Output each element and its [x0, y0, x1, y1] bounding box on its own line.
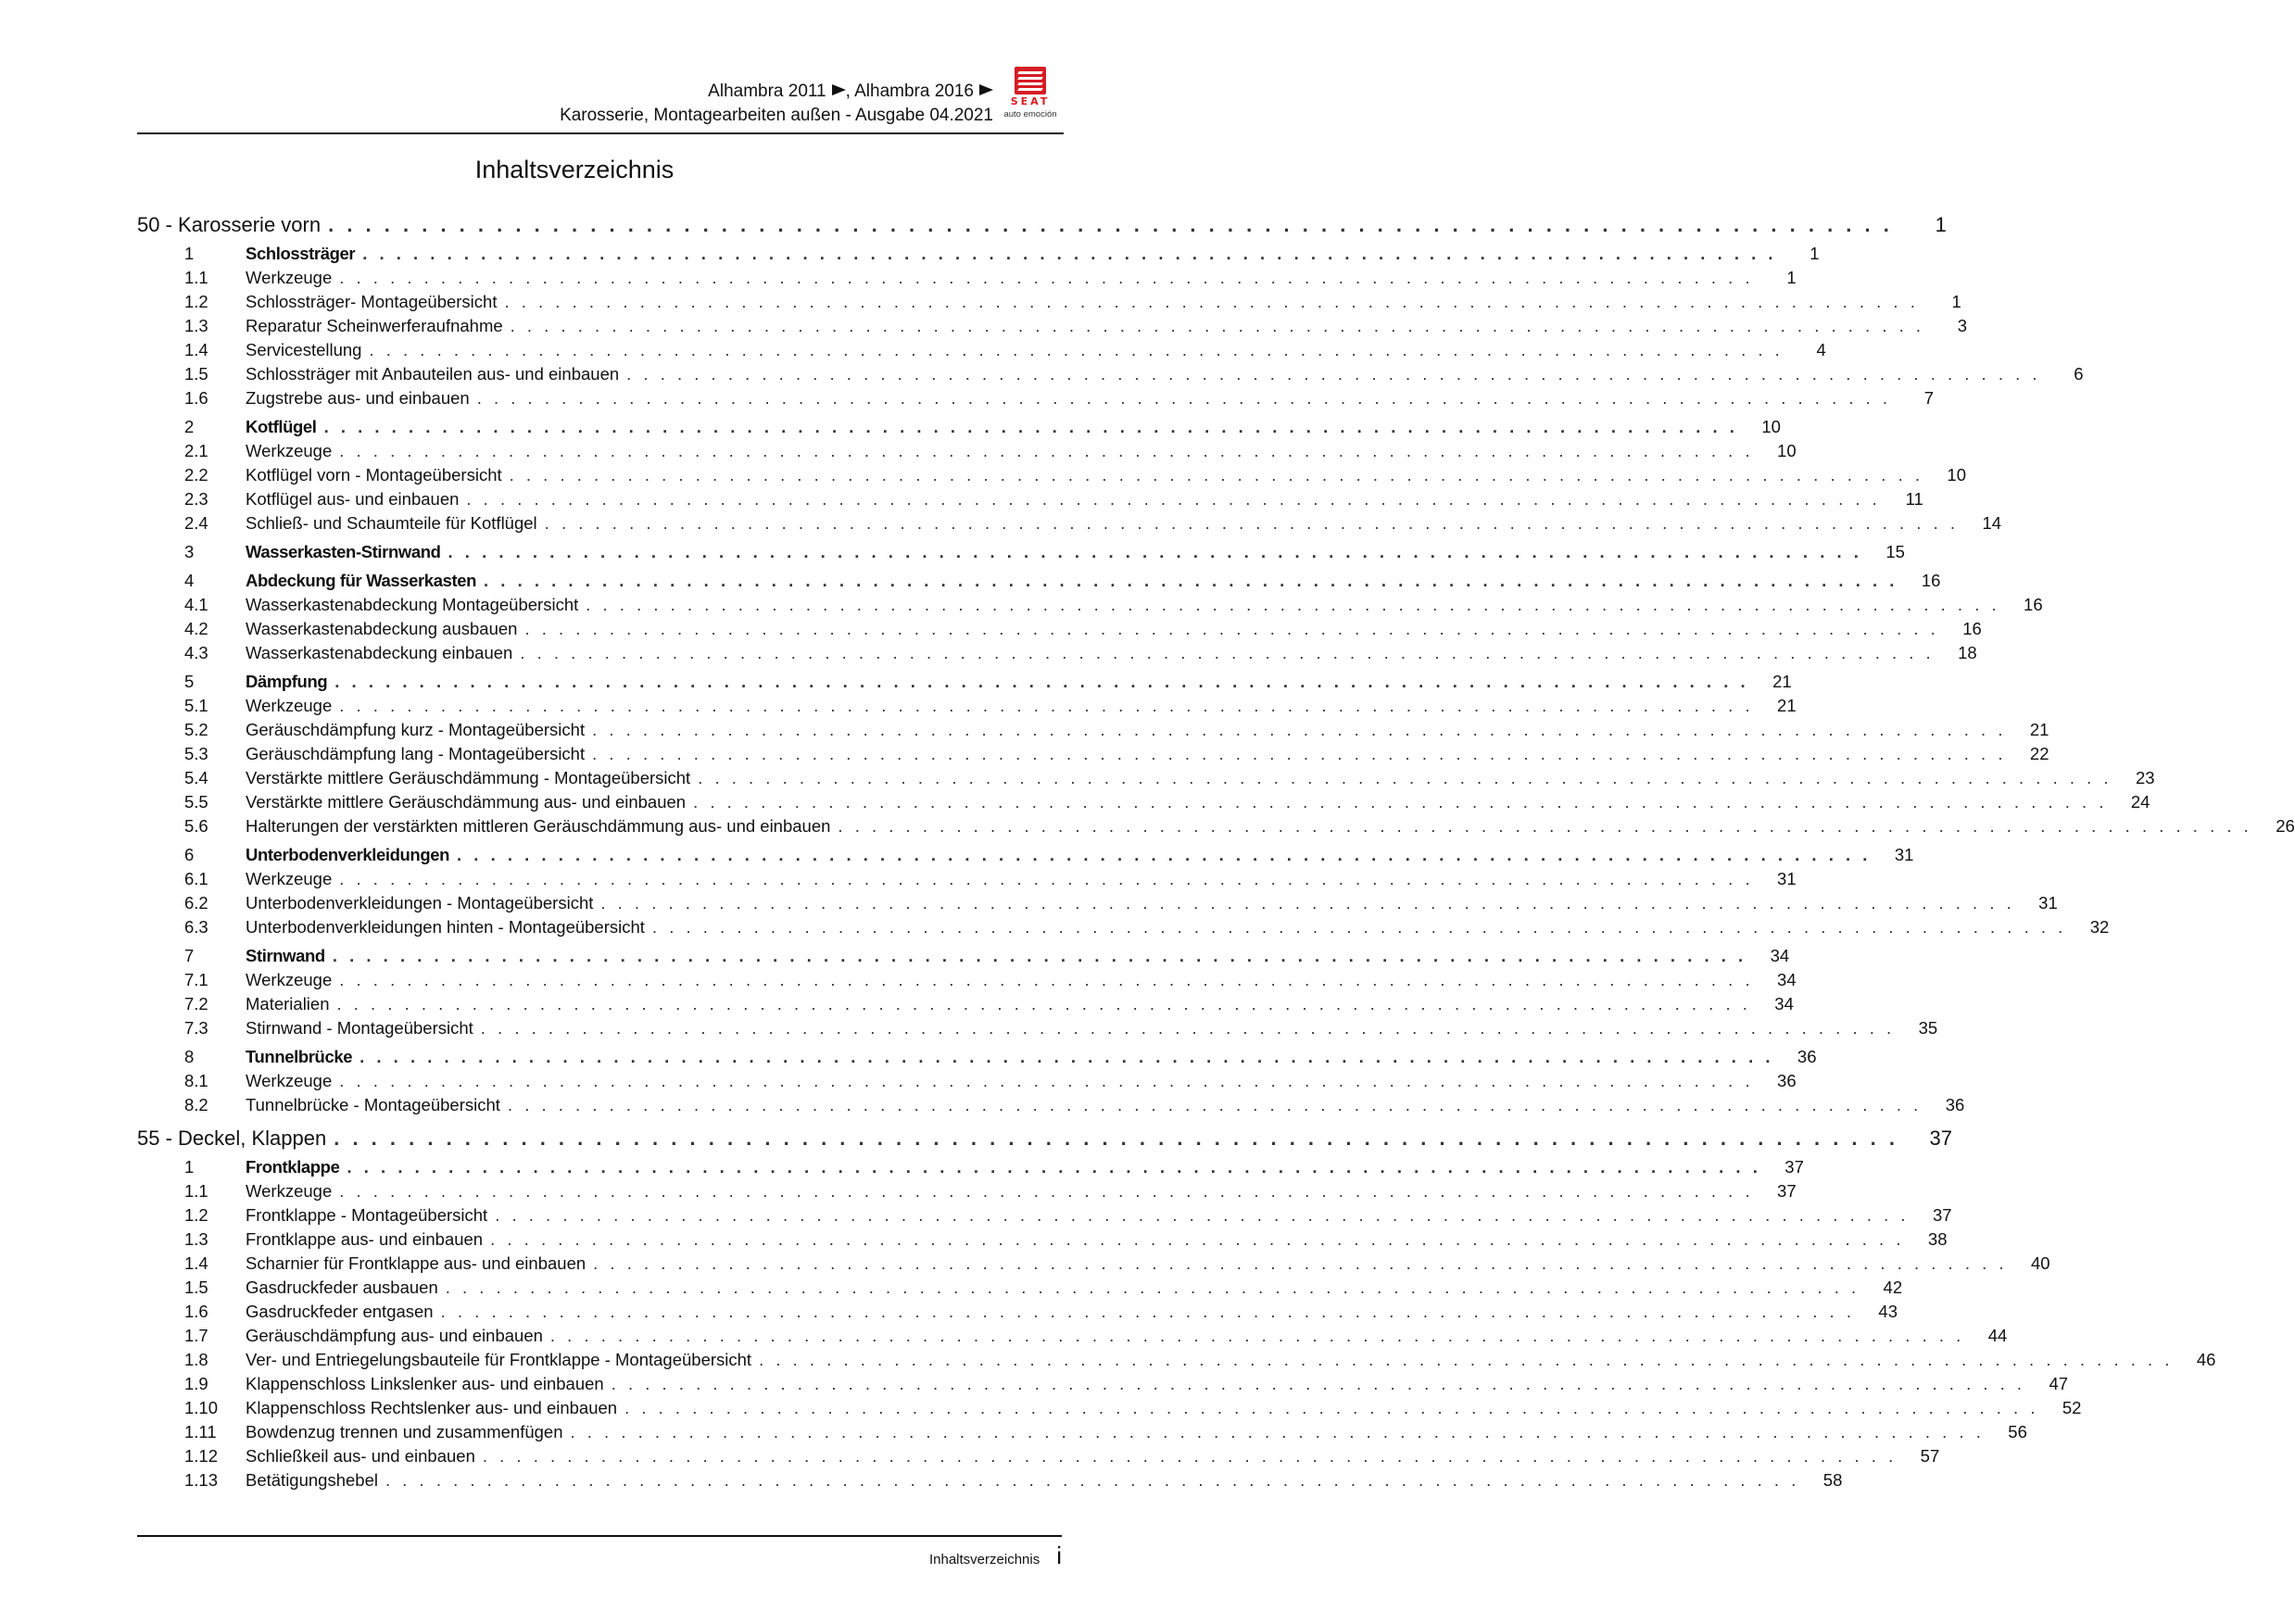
- toc-entry[interactable]: [137, 1374, 2069, 1398]
- toc-entry-number: 3: [184, 542, 195, 561]
- toc-entry-label: Stirnwand - Montageübersicht: [246, 1018, 473, 1038]
- dot-leader: . . . . . . . . . . . . . . . . . . . . . . . . . . . . . . . . . . . . . . . . . . . . . . . . . . . . . . . . . . . . . . . . . . . . . . . . . . . . . . . . . . . .: [759, 1350, 2174, 1369]
- toc-entry-number: 2.3: [184, 489, 208, 509]
- toc-chapter-title: 55 - Deckel, Klappen: [137, 1127, 327, 1150]
- toc-entry-label: Reparatur Scheinwerferaufnahme: [246, 316, 503, 335]
- dot-leader: . . . . . . . . . . . . . . . . . . . . . . . . . . . . . . . . . . . . . . . . . . . . . . . . . . . . . . . . . . . . . . . . . . . . . . . . . . . . . . . . . . . .: [334, 1127, 1898, 1150]
- footer-divider: [137, 1535, 1062, 1537]
- dot-leader: . . . . . . . . . . . . . . . . . . . . . . . . . . . . . . . . . . . . . . . . . . . . . . . . . . . . . . . . . . . . . . . . . . . . . . . . . . . . . . . . . . . .: [476, 388, 1892, 408]
- toc-entry-number: 6: [184, 845, 195, 864]
- toc-entry-label: Wasserkastenabdeckung einbauen: [246, 643, 513, 662]
- toc-entry-label: Unterbodenverkleidungen: [246, 845, 450, 864]
- toc-entry[interactable]: [137, 364, 2084, 388]
- toc-entry[interactable]: [137, 1071, 1797, 1095]
- toc-entry-number: 4.2: [184, 619, 208, 638]
- dot-leader: . . . . . . . . . . . . . . . . . . . . . . . . . . . . . . . . . . . . . . . . . . . . . . . . . . . . . . . . . . . . . . . . . . . . . . . . . . . . . . . . . . . .: [600, 893, 2015, 913]
- toc-entry-page: 7: [1923, 388, 1935, 408]
- toc-entry-label: Klappenschloss Linkslenker aus- und einbauen: [246, 1374, 604, 1393]
- toc-entry[interactable]: [137, 1422, 2027, 1446]
- dot-leader: . . . . . . . . . . . . . . . . . . . . . . . . . . . . . . . . . . . . . . . . . . . . . . . . . . . . . . . . . . . . . . . . . . . . . . . . . . . . . . . . . . . .: [593, 1253, 2008, 1273]
- toc-entry-number: 1.1: [184, 268, 208, 287]
- dot-leader: . . . . . . . . . . . . . . . . . . . . . . . . . . . . . . . . . . . . . . . . . . . . . . . . . . . . . . . . . . . . . . . . . . . . . . . . . . . . . . . . . . . .: [611, 1374, 2026, 1393]
- toc-section-entry[interactable]: [137, 840, 1914, 869]
- dot-leader: . . . . . . . . . . . . . . . . . . . . . . . . . . . . . . . . . . . . . . . . . . . . . . . . . . . . . . . . . . . . . . . . . . . . . . . . . . . . . . . . . . . .: [369, 340, 1784, 359]
- toc-entry-page: 15: [1885, 542, 1905, 561]
- toc-entry-number: 5.6: [184, 816, 208, 836]
- toc-entry-number: 2.1: [184, 441, 208, 460]
- toc-entry-page: 26: [2276, 816, 2295, 836]
- toc-section-entry[interactable]: [137, 243, 1820, 268]
- dot-leader: . . . . . . . . . . . . . . . . . . . . . . . . . . . . . . . . . . . . . . . . . . . . . . . . . . . . . . . . . . . . . . . . . . . . . . . . . . . . . . . . . . . .: [651, 917, 2067, 937]
- toc-entry[interactable]: [137, 441, 1797, 465]
- toc-entry-page: 44: [1987, 1326, 2008, 1345]
- toc-chapter[interactable]: [137, 213, 1947, 243]
- toc-entry-number: 1.6: [184, 388, 208, 408]
- toc-entry-page: 57: [1920, 1446, 1940, 1466]
- toc-chapter-page: 1: [1935, 213, 1947, 236]
- toc-entry[interactable]: [137, 1350, 2216, 1374]
- toc-entry-page: 10: [1761, 417, 1781, 436]
- toc-entry[interactable]: [137, 917, 2110, 941]
- toc-entry-number: 8: [184, 1047, 195, 1066]
- toc-entry-number: 7.2: [184, 994, 208, 1013]
- toc-entry-number: 1.10: [184, 1398, 219, 1417]
- toc-entry-label: Klappenschloss Rechtslenker aus- und einbauen: [246, 1398, 618, 1417]
- toc-entry-number: 6.1: [184, 869, 208, 888]
- toc-entry-label: Stirnwand: [246, 946, 325, 965]
- toc-entry[interactable]: [137, 1470, 1843, 1494]
- dot-leader: . . . . . . . . . . . . . . . . . . . . . . . . . . . . . . . . . . . . . . . . . . . . . . . . . . . . . . . . . . . . . . . . . . . . . . . . . . . . . . . . . . . .: [448, 542, 1862, 561]
- footer-page-number: i: [1056, 1542, 1062, 1569]
- toc-entry-number: 7.3: [184, 1018, 208, 1038]
- toc-entry-page: 1: [1786, 268, 1797, 287]
- toc-entry-label: Geräuschdämpfung kurz - Montageübersicht: [246, 720, 586, 739]
- toc-entry-label: Werkzeuge: [246, 696, 333, 715]
- dot-leader: . . . . . . . . . . . . . . . . . . . . . . . . . . . . . . . . . . . . . . . . . . . . . . . . . . . . . . . . . . . . . . . . . . . . . . . . . . . . . . . . . . . .: [457, 845, 1872, 864]
- toc-entry[interactable]: [137, 513, 2002, 537]
- toc-entry-number: 1: [184, 244, 195, 263]
- toc-entry-label: Schlossträger mit Anbauteilen aus- und einbauen: [246, 364, 620, 384]
- dot-leader: . . . . . . . . . . . . . . . . . . . . . . . . . . . . . . . . . . . . . . . . . . . . . . . . . . . . . . . . . . . . . . . . . . . . . . . . . . . . . . . . . . . .: [626, 364, 2041, 384]
- toc-entry-number: 5: [184, 672, 195, 691]
- toc-entry[interactable]: [137, 1095, 1965, 1119]
- header-model-2: , Alhambra 2016: [845, 82, 974, 101]
- toc-entry-page: 37: [1784, 1157, 1804, 1177]
- toc-entry-number: 1.6: [184, 1302, 208, 1321]
- toc-entry[interactable]: [137, 744, 2049, 768]
- toc-entry-page: 34: [1777, 970, 1797, 989]
- toc-entry[interactable]: [137, 1205, 1952, 1229]
- dot-leader: . . . . . . . . . . . . . . . . . . . . . . . . . . . . . . . . . . . . . . . . . . . . . . . . . . . . . . . . . . . . . . . . . . . . . . . . . . . . . . . . . . . .: [504, 292, 1919, 311]
- toc-entry-page: 24: [2130, 792, 2150, 812]
- toc-entry-number: 1.3: [184, 316, 208, 335]
- toc-entry-number: 5.3: [184, 744, 208, 763]
- toc-chapter[interactable]: [137, 1119, 1952, 1156]
- toc-entry-page: 23: [2135, 768, 2155, 787]
- toc-entry-page: 43: [1878, 1302, 1898, 1321]
- toc-entry-label: Wasserkasten-Stirnwand: [246, 542, 441, 561]
- toc-entry-number: 5.4: [184, 768, 208, 787]
- dot-leader: . . . . . . . . . . . . . . . . . . . . . . . . . . . . . . . . . . . . . . . . . . . . . . . . . . . . . . . . . . . . . . . . . . . . . . . . . . . . . . . . . . . .: [347, 1157, 1761, 1177]
- toc-entry-number: 2.4: [184, 513, 208, 533]
- toc-entry[interactable]: [137, 1181, 1797, 1205]
- dot-leader: . . . . . . . . . . . . . . . . . . . . . . . . . . . . . . . . . . . . . . . . . . . . . . . . . . . . . . . . . . . . . . . . . . . . . . . . . . . . . . . . . . . .: [838, 816, 2252, 836]
- seat-logo: [997, 67, 1064, 122]
- toc-entry-page: 38: [1927, 1229, 1948, 1249]
- toc-entry-number: 1.4: [184, 1253, 208, 1273]
- toc-entry-page: 58: [1822, 1470, 1843, 1490]
- toc-entry-page: 11: [1905, 489, 1923, 509]
- footer-label: Inhaltsverzeichnis: [928, 1552, 1040, 1567]
- toc-entry-number: 8.2: [184, 1095, 208, 1114]
- toc-entry-label: Verstärkte mittlere Geräuschdämmung - Montageübersicht: [246, 768, 691, 787]
- toc-entry[interactable]: [137, 595, 2043, 619]
- toc-entry-label: Ver- und Entriegelungsbauteile für Frontklappe - Montageübersicht: [246, 1350, 752, 1369]
- dot-leader: . . . . . . . . . . . . . . . . . . . . . . . . . . . . . . . . . . . . . . . . . . . . . . . . . . . . . . . . . . . . . . . . . . . . . . . . . . . . . . . . . . . .: [570, 1422, 1985, 1441]
- dot-leader: . . . . . . . . . . . . . . . . . . . . . . . . . . . . . . . . . . . . . . . . . . . . . . . . . . . . . . . . . . . . . . . . . . . . . . . . . . . . . . . . . . . .: [507, 1095, 1923, 1114]
- toc-entry-number: 1.4: [184, 340, 208, 359]
- toc-entry[interactable]: [137, 1018, 1938, 1042]
- toc-entry-page: 36: [1797, 1047, 1817, 1066]
- dot-leader: . . . . . . . . . . . . . . . . . . . . . . . . . . . . . . . . . . . . . . . . . . . . . . . . . . . . . . . . . . . . . . . . . . . . . . . . . . . . . . . . . . . .: [490, 1229, 1905, 1249]
- toc-entry-page: 1: [1810, 244, 1820, 263]
- header-vehicle-line: [560, 80, 993, 104]
- logo-tagline: auto emoción: [1003, 109, 1057, 120]
- toc-entry-number: 2: [184, 417, 195, 436]
- toc-entry-page: 18: [1958, 643, 1977, 662]
- toc-entry-page: 42: [1883, 1278, 1903, 1297]
- right-arrow-icon: [979, 84, 993, 95]
- toc-entry-page: 16: [1921, 571, 1941, 590]
- dot-leader: . . . . . . . . . . . . . . . . . . . . . . . . . . . . . . . . . . . . . . . . . . . . . . . . . . . . . . . . . . . . . . . . . . . . . . . . . . . . . . . . . . . .: [336, 994, 1751, 1013]
- toc-entry[interactable]: [137, 388, 1935, 412]
- toc-entry-page: 52: [2062, 1398, 2082, 1417]
- toc-entry-number: 1.5: [184, 364, 208, 384]
- toc-entry-number: 1.12: [184, 1446, 219, 1466]
- toc-entry-number: 1.7: [184, 1326, 208, 1345]
- toc-entry-page: 22: [2029, 744, 2049, 763]
- toc-entry[interactable]: [137, 1398, 2082, 1422]
- toc-entry[interactable]: [137, 994, 1794, 1018]
- dot-leader: . . . . . . . . . . . . . . . . . . . . . . . . . . . . . . . . . . . . . . . . . . . . . . . . . . . . . . . . . . . . . . . . . . . . . . . . . . . . . . . . . . . .: [484, 571, 1898, 590]
- dot-leader: . . . . . . . . . . . . . . . . . . . . . . . . . . . . . . . . . . . . . . . . . . . . . . . . . . . . . . . . . . . . . . . . . . . . . . . . . . . . . . . . . . . .: [524, 619, 1939, 638]
- toc-entry[interactable]: [137, 465, 1966, 489]
- toc-entry-label: Schließkeil aus- und einbauen: [246, 1446, 475, 1466]
- toc-entry-number: 8.1: [184, 1071, 208, 1090]
- page-footer: [929, 1542, 1062, 1570]
- toc-entry[interactable]: [137, 489, 1923, 513]
- toc-entry-label: Dämpfung: [246, 672, 328, 691]
- toc-entry-label: Gasdruckfeder ausbauen: [246, 1278, 438, 1297]
- dot-leader: . . . . . . . . . . . . . . . . . . . . . . . . . . . . . . . . . . . . . . . . . . . . . . . . . . . . . . . . . . . . . . . . . . . . . . . . . . . . . . . . . . . .: [328, 213, 1893, 236]
- toc-entry[interactable]: [137, 1229, 1948, 1253]
- logo-wordmark: SEAT: [1010, 95, 1051, 107]
- toc-entry-number: 5.5: [184, 792, 208, 812]
- toc-entry[interactable]: [137, 1253, 2050, 1278]
- toc-entry-number: 1.1: [184, 1181, 208, 1201]
- toc-entry-page: 10: [1947, 465, 1966, 485]
- toc-entry-label: Verstärkte mittlere Geräuschdämmung aus- und einbauen: [246, 792, 687, 812]
- toc-entry[interactable]: [137, 619, 1982, 643]
- toc-entry-page: 34: [1774, 994, 1794, 1013]
- toc-entry-label: Zugstrebe aus- und einbauen: [246, 388, 470, 408]
- dot-leader: . . . . . . . . . . . . . . . . . . . . . . . . . . . . . . . . . . . . . . . . . . . . . . . . . . . . . . . . . . . . . . . . . . . . . . . . . . . . . . . . . . . .: [466, 489, 1881, 509]
- seat-logo-icon: [1015, 67, 1046, 94]
- toc-entry[interactable]: [137, 316, 1968, 340]
- toc-entry[interactable]: [137, 792, 2150, 816]
- toc-section-entry[interactable]: [137, 566, 1941, 595]
- dot-leader: . . . . . . . . . . . . . . . . . . . . . . . . . . . . . . . . . . . . . . . . . . . . . . . . . . . . . . . . . . . . . . . . . . . . . . . . . . . . . . . . . . . .: [440, 1302, 1855, 1321]
- toc-entry-page: 16: [1962, 619, 1982, 638]
- toc-entry-page: 1: [1951, 292, 1961, 311]
- toc-entry[interactable]: [137, 340, 1826, 364]
- toc-section-entry[interactable]: [137, 667, 1792, 696]
- right-arrow-icon: [832, 84, 846, 95]
- toc-entry-label: Scharnier für Frontklappe aus- und einbauen: [246, 1253, 586, 1273]
- toc-entry-number: 7.1: [184, 970, 208, 989]
- toc-entry-page: 21: [2029, 720, 2049, 739]
- dot-leader: . . . . . . . . . . . . . . . . . . . . . . . . . . . . . . . . . . . . . . . . . . . . . . . . . . . . . . . . . . . . . . . . . . . . . . . . . . . . . . . . . . . .: [323, 417, 1738, 436]
- toc-entry-number: 1.5: [184, 1278, 208, 1297]
- dot-leader: . . . . . . . . . . . . . . . . . . . . . . . . . . . . . . . . . . . . . . . . . . . . . . . . . . . . . . . . . . . . . . . . . . . . . . . . . . . . . . . . . . . .: [339, 268, 1754, 287]
- toc-entry-label: Frontklappe aus- und einbauen: [246, 1229, 484, 1249]
- dot-leader: . . . . . . . . . . . . . . . . . . . . . . . . . . . . . . . . . . . . . . . . . . . . . . . . . . . . . . . . . . . . . . . . . . . . . . . . . . . . . . . . . . . .: [495, 1205, 1910, 1225]
- dot-leader: . . . . . . . . . . . . . . . . . . . . . . . . . . . . . . . . . . . . . . . . . . . . . . . . . . . . . . . . . . . . . . . . . . . . . . . . . . . . . . . . . . . .: [339, 869, 1754, 888]
- toc-entry-number: 6.2: [184, 893, 208, 913]
- dot-leader: . . . . . . . . . . . . . . . . . . . . . . . . . . . . . . . . . . . . . . . . . . . . . . . . . . . . . . . . . . . . . . . . . . . . . . . . . . . . . . . . . . . .: [480, 1018, 1896, 1038]
- table-of-contents: [137, 213, 2295, 1494]
- toc-entry-page: 16: [2024, 595, 2043, 614]
- header-divider: [137, 132, 1064, 134]
- toc-entry-number: 6.3: [184, 917, 208, 937]
- dot-leader: . . . . . . . . . . . . . . . . . . . . . . . . . . . . . . . . . . . . . . . . . . . . . . . . . . . . . . . . . . . . . . . . . . . . . . . . . . . . . . . . . . . .: [339, 1181, 1754, 1201]
- toc-entry[interactable]: [137, 1446, 1940, 1470]
- toc-entry-label: Kotflügel aus- und einbauen: [246, 489, 460, 509]
- toc-entry-number: 4.1: [184, 595, 208, 614]
- toc-entry-number: 4: [184, 571, 195, 590]
- toc-entry-number: 1.13: [184, 1470, 219, 1490]
- toc-entry-number: 5.2: [184, 720, 208, 739]
- toc-entry-label: Materialien: [246, 994, 330, 1013]
- toc-entry[interactable]: [137, 970, 1797, 994]
- toc-entry-label: Bowdenzug trennen und zusammenfügen: [246, 1422, 563, 1441]
- toc-entry-number: 2.2: [184, 465, 208, 485]
- toc-entry-page: 6: [2074, 364, 2084, 384]
- toc-entry[interactable]: [137, 893, 2058, 917]
- toc-section-entry[interactable]: [137, 941, 1790, 970]
- toc-entry-label: Wasserkastenabdeckung ausbauen: [246, 619, 518, 638]
- dot-leader: . . . . . . . . . . . . . . . . . . . . . . . . . . . . . . . . . . . . . . . . . . . . . . . . . . . . . . . . . . . . . . . . . . . . . . . . . . . . . . . . . . . .: [509, 465, 1923, 485]
- toc-entry[interactable]: [137, 720, 2049, 744]
- dot-leader: . . . . . . . . . . . . . . . . . . . . . . . . . . . . . . . . . . . . . . . . . . . . . . . . . . . . . . . . . . . . . . . . . . . . . . . . . . . . . . . . . . . .: [693, 792, 2108, 812]
- toc-entry-label: Frontklappe - Montageübersicht: [246, 1205, 488, 1225]
- header-manual-title: Karosserie, Montagearbeiten außen - Ausgabe 04.2021: [560, 106, 993, 125]
- toc-entry-label: Werkzeuge: [246, 268, 333, 287]
- dot-leader: . . . . . . . . . . . . . . . . . . . . . . . . . . . . . . . . . . . . . . . . . . . . . . . . . . . . . . . . . . . . . . . . . . . . . . . . . . . . . . . . . . . .: [544, 513, 1960, 533]
- toc-entry-number: 1.3: [184, 1229, 208, 1249]
- toc-entry-label: Schließ- und Schaumteile für Kotflügel: [246, 513, 537, 533]
- toc-chapter-title: 50 - Karosserie vorn: [137, 213, 322, 236]
- dot-leader: . . . . . . . . . . . . . . . . . . . . . . . . . . . . . . . . . . . . . . . . . . . . . . . . . . . . . . . . . . . . . . . . . . . . . . . . . . . . . . . . . . . .: [385, 1470, 1800, 1490]
- dot-leader: . . . . . . . . . . . . . . . . . . . . . . . . . . . . . . . . . . . . . . . . . . . . . . . . . . . . . . . . . . . . . . . . . . . . . . . . . . . . . . . . . . . .: [510, 316, 1925, 335]
- dot-leader: . . . . . . . . . . . . . . . . . . . . . . . . . . . . . . . . . . . . . . . . . . . . . . . . . . . . . . . . . . . . . . . . . . . . . . . . . . . . . . . . . . . .: [592, 744, 2007, 763]
- toc-entry-page: 31: [2038, 893, 2058, 913]
- toc-entry-label: Betätigungshebel: [246, 1470, 378, 1490]
- toc-entry-label: Kotflügel vorn - Montageübersicht: [246, 465, 502, 485]
- toc-entry-page: 47: [2049, 1374, 2069, 1393]
- toc-entry[interactable]: [137, 1302, 1898, 1326]
- toc-entry-page: 36: [1777, 1071, 1797, 1090]
- toc-entry[interactable]: [137, 268, 1797, 292]
- page-title: Inhaltsverzeichnis: [474, 156, 675, 183]
- toc-entry-page: 34: [1770, 946, 1790, 965]
- dot-leader: . . . . . . . . . . . . . . . . . . . . . . . . . . . . . . . . . . . . . . . . . . . . . . . . . . . . . . . . . . . . . . . . . . . . . . . . . . . . . . . . . . . .: [624, 1398, 2039, 1417]
- toc-entry-page: 31: [1777, 869, 1797, 888]
- dot-leader: . . . . . . . . . . . . . . . . . . . . . . . . . . . . . . . . . . . . . . . . . . . . . . . . . . . . . . . . . . . . . . . . . . . . . . . . . . . . . . . . . . . .: [334, 672, 1749, 691]
- toc-section-entry[interactable]: [137, 537, 1905, 566]
- dot-leader: . . . . . . . . . . . . . . . . . . . . . . . . . . . . . . . . . . . . . . . . . . . . . . . . . . . . . . . . . . . . . . . . . . . . . . . . . . . . . . . . . . . .: [520, 643, 1935, 662]
- toc-entry-label: Servicestellung: [246, 340, 362, 359]
- toc-entry-label: Wasserkastenabdeckung Montageübersicht: [246, 595, 579, 614]
- dot-leader: . . . . . . . . . . . . . . . . . . . . . . . . . . . . . . . . . . . . . . . . . . . . . . . . . . . . . . . . . . . . . . . . . . . . . . . . . . . . . . . . . . . .: [362, 244, 1777, 263]
- toc-entry-page: 46: [2196, 1350, 2216, 1369]
- dot-leader: . . . . . . . . . . . . . . . . . . . . . . . . . . . . . . . . . . . . . . . . . . . . . . . . . . . . . . . . . . . . . . . . . . . . . . . . . . . . . . . . . . . .: [482, 1446, 1898, 1466]
- toc-entry[interactable]: [137, 869, 1797, 893]
- toc-entry-number: 1.2: [184, 292, 208, 311]
- dot-leader: . . . . . . . . . . . . . . . . . . . . . . . . . . . . . . . . . . . . . . . . . . . . . . . . . . . . . . . . . . . . . . . . . . . . . . . . . . . . . . . . . . . .: [339, 441, 1754, 460]
- toc-section-entry[interactable]: [137, 412, 1781, 441]
- dot-leader: . . . . . . . . . . . . . . . . . . . . . . . . . . . . . . . . . . . . . . . . . . . . . . . . . . . . . . . . . . . . . . . . . . . . . . . . . . . . . . . . . . . .: [445, 1278, 1860, 1297]
- toc-entry-label: Abdeckung für Wasserkasten: [246, 571, 477, 590]
- header-text: [560, 80, 993, 128]
- toc-entry[interactable]: [137, 768, 2155, 792]
- toc-entry-label: Schlossträger- Montageübersicht: [246, 292, 498, 311]
- toc-entry-page: 32: [2089, 917, 2110, 937]
- toc-entry-label: Werkzeuge: [246, 1181, 333, 1201]
- toc-entry-label: Halterungen der verstärkten mittleren Geräuschdämmung aus- und einbauen: [246, 816, 831, 836]
- dot-leader: . . . . . . . . . . . . . . . . . . . . . . . . . . . . . . . . . . . . . . . . . . . . . . . . . . . . . . . . . . . . . . . . . . . . . . . . . . . . . . . . . . . .: [549, 1326, 1965, 1345]
- toc-entry-label: Werkzeuge: [246, 869, 333, 888]
- toc-entry-number: 1.11: [184, 1422, 217, 1441]
- page-header: [137, 80, 1064, 135]
- toc-entry-page: 4: [1816, 340, 1826, 359]
- toc-entry-page: 37: [1777, 1181, 1797, 1201]
- toc-entry-page: 10: [1777, 441, 1797, 460]
- toc-entry[interactable]: [137, 1278, 1903, 1302]
- toc-entry-page: 35: [1918, 1018, 1938, 1038]
- dot-leader: . . . . . . . . . . . . . . . . . . . . . . . . . . . . . . . . . . . . . . . . . . . . . . . . . . . . . . . . . . . . . . . . . . . . . . . . . . . . . . . . . . . .: [698, 768, 2112, 787]
- toc-entry-label: Tunnelbrücke: [246, 1047, 353, 1066]
- toc-chapter-page: 37: [1929, 1127, 1952, 1150]
- toc-entry-number: 1: [184, 1157, 195, 1177]
- dot-leader: . . . . . . . . . . . . . . . . . . . . . . . . . . . . . . . . . . . . . . . . . . . . . . . . . . . . . . . . . . . . . . . . . . . . . . . . . . . . . . . . . . . .: [339, 696, 1754, 715]
- toc-entry-number: 7: [184, 946, 195, 965]
- toc-entry[interactable]: [137, 696, 1797, 720]
- toc-entry-page: 14: [1982, 513, 2002, 533]
- toc-entry-label: Gasdruckfeder entgasen: [246, 1302, 434, 1321]
- toc-entry-label: Kotflügel: [246, 417, 317, 436]
- toc-entry-page: 21: [1777, 696, 1797, 715]
- toc-entry-label: Werkzeuge: [246, 1071, 333, 1090]
- toc-entry-number: 5.1: [184, 696, 208, 715]
- toc-entry-number: 1.8: [184, 1350, 208, 1369]
- toc-entry-label: Schlossträger: [246, 244, 356, 263]
- toc-entry-number: 4.3: [184, 643, 208, 662]
- dot-leader: . . . . . . . . . . . . . . . . . . . . . . . . . . . . . . . . . . . . . . . . . . . . . . . . . . . . . . . . . . . . . . . . . . . . . . . . . . . . . . . . . . . .: [592, 720, 2007, 739]
- toc-entry-label: Unterbodenverkleidungen - Montageübersicht: [246, 893, 594, 913]
- toc-entry-label: Tunnelbrücke - Montageübersicht: [246, 1095, 500, 1114]
- toc-entry-label: Geräuschdämpfung lang - Montageübersicht: [246, 744, 586, 763]
- header-model-1: Alhambra 2011: [708, 82, 826, 101]
- toc-entry[interactable]: [137, 643, 1977, 667]
- toc-entry-label: Geräuschdämpfung aus- und einbauen: [246, 1326, 543, 1345]
- dot-leader: . . . . . . . . . . . . . . . . . . . . . . . . . . . . . . . . . . . . . . . . . . . . . . . . . . . . . . . . . . . . . . . . . . . . . . . . . . . . . . . . . . . .: [339, 970, 1754, 989]
- toc-entry[interactable]: [137, 816, 2295, 840]
- toc-entry-page: 40: [2030, 1253, 2050, 1273]
- toc-entry-page: 21: [1772, 672, 1792, 691]
- toc-section-entry[interactable]: [137, 1042, 1817, 1071]
- dot-leader: . . . . . . . . . . . . . . . . . . . . . . . . . . . . . . . . . . . . . . . . . . . . . . . . . . . . . . . . . . . . . . . . . . . . . . . . . . . . . . . . . . . .: [339, 1071, 1754, 1090]
- toc-entry-page: 56: [2008, 1422, 2027, 1441]
- toc-entry-page: 31: [1894, 845, 1914, 864]
- toc-entry-number: 1.9: [184, 1374, 208, 1393]
- toc-entry-page: 3: [1957, 316, 1968, 335]
- toc-entry-page: 36: [1945, 1095, 1965, 1114]
- toc-entry-page: 37: [1933, 1205, 1952, 1225]
- dot-leader: . . . . . . . . . . . . . . . . . . . . . . . . . . . . . . . . . . . . . . . . . . . . . . . . . . . . . . . . . . . . . . . . . . . . . . . . . . . . . . . . . . . .: [332, 946, 1747, 965]
- toc-entry[interactable]: [137, 1326, 2008, 1350]
- dot-leader: . . . . . . . . . . . . . . . . . . . . . . . . . . . . . . . . . . . . . . . . . . . . . . . . . . . . . . . . . . . . . . . . . . . . . . . . . . . . . . . . . . . .: [586, 595, 2000, 614]
- toc-entry-label: Werkzeuge: [246, 441, 333, 460]
- toc-entry-number: 1.2: [184, 1205, 208, 1225]
- toc-entry-label: Frontklappe: [246, 1157, 340, 1177]
- toc-entry-label: Werkzeuge: [246, 970, 333, 989]
- toc-section-entry[interactable]: [137, 1156, 1804, 1181]
- toc-entry-label: Unterbodenverkleidungen hinten - Montageübersicht: [246, 917, 645, 937]
- toc-entry[interactable]: [137, 292, 1961, 316]
- dot-leader: . . . . . . . . . . . . . . . . . . . . . . . . . . . . . . . . . . . . . . . . . . . . . . . . . . . . . . . . . . . . . . . . . . . . . . . . . . . . . . . . . . . .: [359, 1047, 1774, 1066]
